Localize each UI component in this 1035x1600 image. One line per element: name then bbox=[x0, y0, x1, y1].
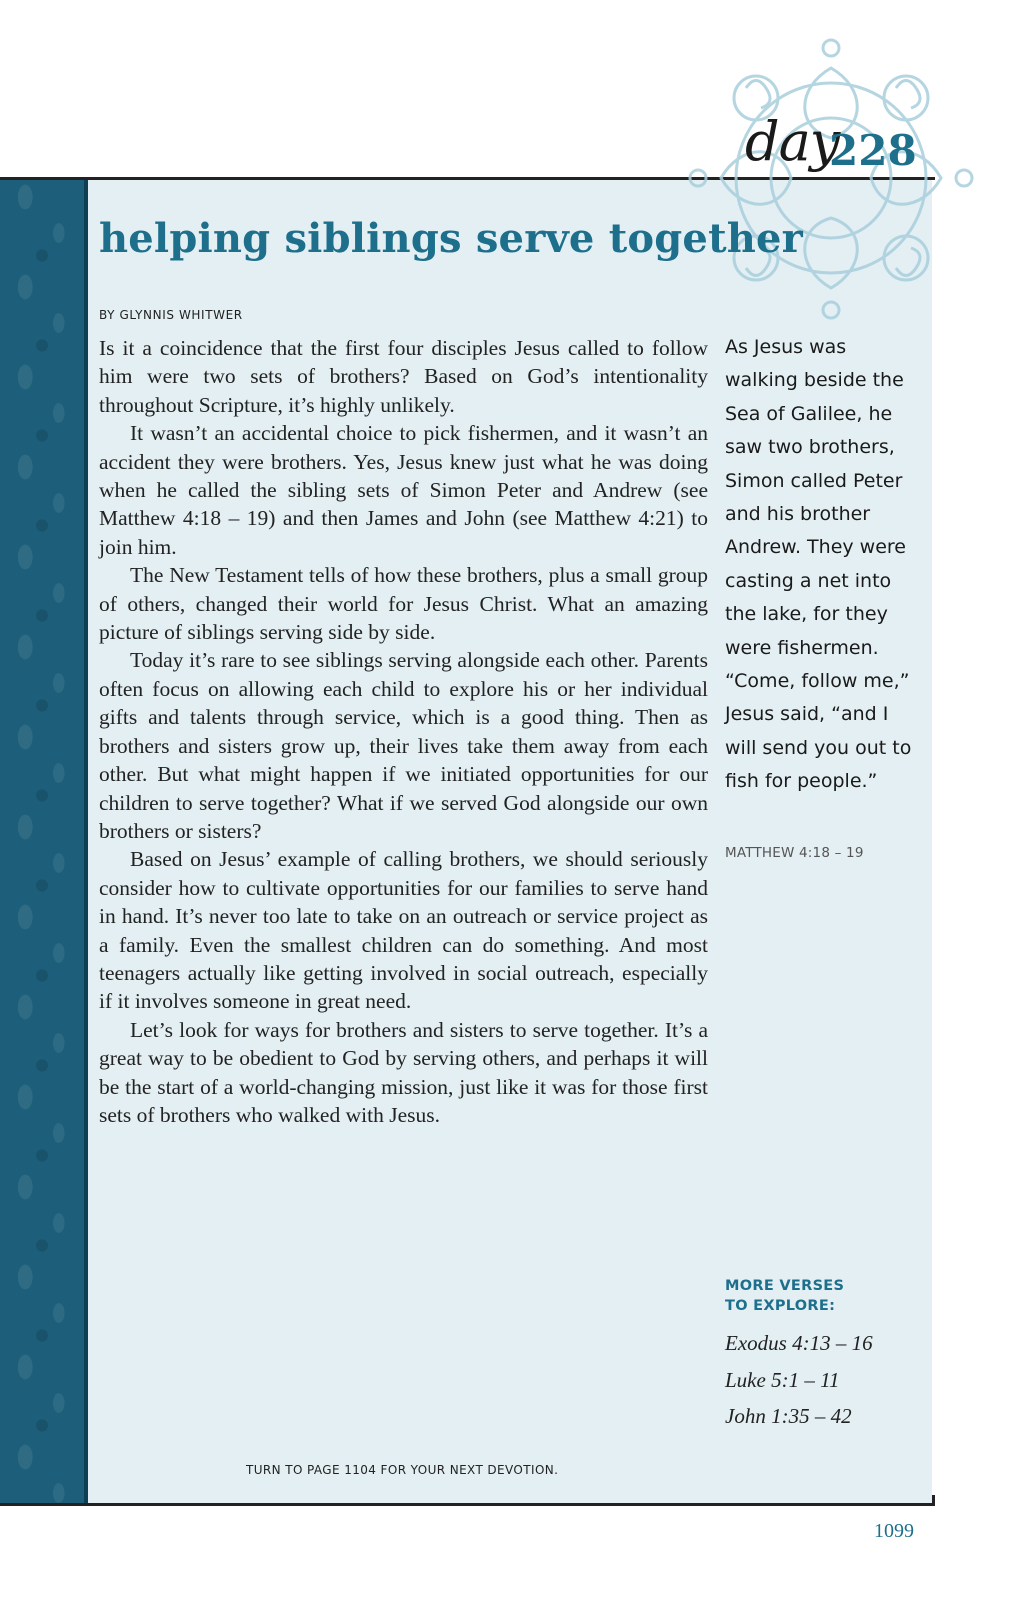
more-verse-item: Exodus 4:13 – 16 bbox=[725, 1331, 873, 1355]
body-paragraph: Today it’s rare to see siblings serving alongside each other. Parents often focus on allowing each child to explore his or her individual gifts and talents through service, which is a good thing. Then as brothers and sisters grow up, their lives take them away from each other. But what might happen if we initiated opportunities for our children to serve together? What if we served God alongside our own brothers or sisters? bbox=[99, 648, 708, 843]
verse-reference: MATTHEW 4:18 – 19 bbox=[725, 845, 864, 861]
article-body bbox=[99, 334, 708, 1129]
next-devotion-note: TURN TO PAGE 1104 FOR YOUR NEXT DEVOTION. bbox=[246, 1463, 559, 1477]
bottom-rule bbox=[0, 1503, 935, 1506]
body-paragraph: Is it a coincidence that the first four disciples Jesus called to follow him were two sets of brothers? Based on God’s intentionality throughout Scripture, it’s highly unlikely. bbox=[99, 336, 708, 417]
body-paragraph: Let’s look for ways for brothers and sisters to serve together. It’s a great way to be obedient to God by serving others, and perhaps it will be the start of a world-changing mission, just like it was for those first sets of brothers who walked with Jesus. bbox=[99, 1017, 708, 1127]
day-label: day bbox=[745, 110, 840, 173]
corner-tick bbox=[932, 1495, 935, 1506]
more-verses-heading bbox=[725, 1276, 885, 1316]
more-verse-item: Luke 5:1 – 11 bbox=[725, 1367, 840, 1392]
page-number: 1099 bbox=[874, 1520, 914, 1542]
more-verses-heading-line: MORE VERSES bbox=[725, 1278, 845, 1294]
flourish-ornament-icon bbox=[686, 28, 976, 328]
article-title: helping siblings serve together bbox=[99, 215, 803, 262]
sidebar-verse: As Jesus was walking beside the Sea of Galilee, he saw two brothers, Simon called Peter and his brother Andrew. They were casting a net into the lake, for they were fishermen. “Come, follow me,” Jesus said, “and I will send you out to fish for people.” bbox=[725, 336, 912, 793]
body-paragraph: It wasn’t an accidental choice to pick fishermen, and it wasn’t an accident they were brothers. Yes, Jesus knew just what he was doing when he called the sibling sets of Simon Peter and Andrew (see Matthew 4:18 – 19) and then James and John (see Matthew 4:21) to join him. bbox=[99, 421, 708, 559]
day-number: 228 bbox=[829, 126, 917, 175]
more-verse-item: John 1:35 – 42 bbox=[725, 1404, 852, 1428]
body-paragraph: The New Testament tells of how these brothers, plus a small group of others, changed their world for Jesus Christ. What an amazing picture of siblings serving side by side. bbox=[99, 563, 708, 645]
damask-side-band bbox=[0, 179, 84, 1505]
body-paragraph: Based on Jesus’ example of calling brothers, we should seriously consider how to cultivate opportunities for our families to serve hand in hand. It’s never too late to take on an outreach or service project as a family. Even the smallest children can do something. And most teenagers actually like getting involved in social outreach, especially if it involves someone in great need. bbox=[99, 847, 708, 1014]
more-verses-list bbox=[725, 1325, 873, 1435]
more-verses-heading-line: TO EXPLORE: bbox=[725, 1298, 836, 1314]
author-byline: BY GLYNNIS WHITWER bbox=[99, 308, 243, 322]
